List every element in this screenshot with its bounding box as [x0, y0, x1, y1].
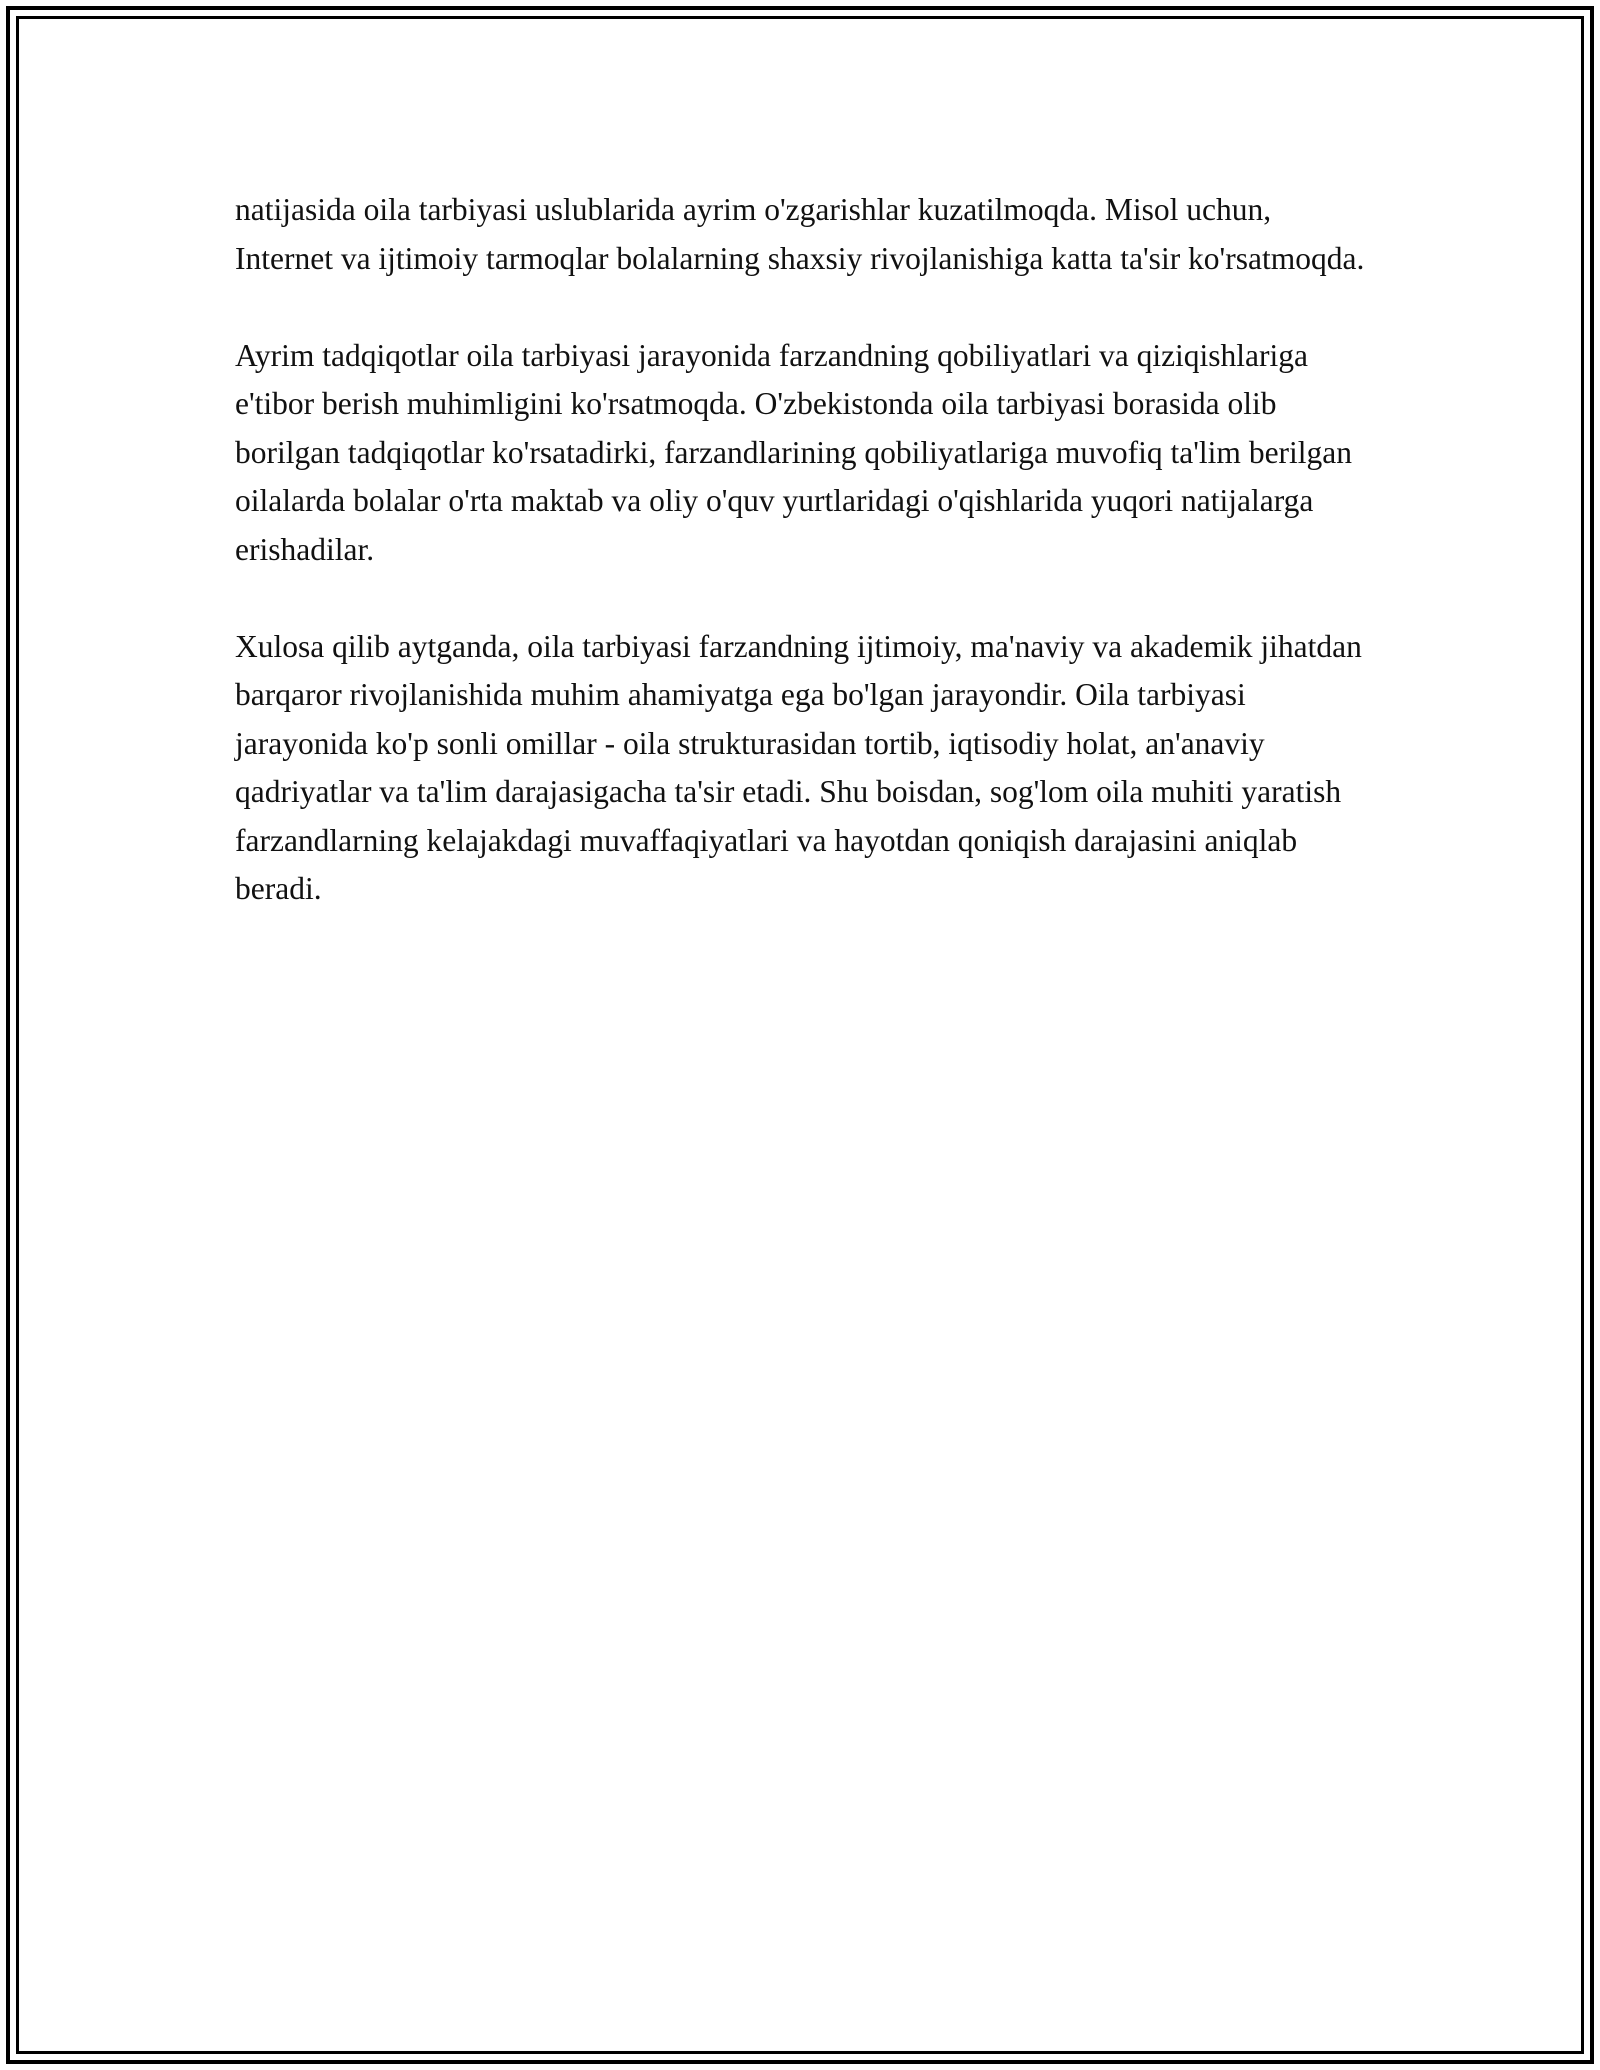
document-body [235, 186, 1365, 962]
paragraph-2: Ayrim tadqiqotlar oila tarbiyasi jarayonida farzandning qobiliyatlari va qiziqishlariga e'tibor berish muhimligini ko'rsatmoqda. O'zbekistonda oila tarbiyasi borasida olib borilgan tadqiqotlar ko'rsatadirki, farzandlarining qobiliyatlariga muvofiq ta'lim berilgan oilalarda bolalar o'rta maktab va oliy o'quv yurtlaridagi o'qishlarida yuqori natijalarga erishadilar. [235, 337, 1353, 567]
paragraph-3: Xulosa qilib aytganda, oila tarbiyasi farzandning ijtimoiy, ma'naviy va akademik jihatdan barqaror rivojlanishida muhim ahamiyatga ega bo'lgan jarayondir. Oila tarbiyasi jarayonida ko'p sonli omillar - oila strukturasidan tortib, iqtisodiy holat, an'anaviy qadriyatlar va ta'lim darajasigacha ta'sir etadi. Shu boisdan, sog'lom oila muhiti yaratish farzandlarning kelajakdagi muvaffaqiyatlari va hayotdan qoniqish darajasini aniqlab beradi. [235, 628, 1362, 906]
paragraph-1: natijasida oila tarbiyasi uslublarida ayrim o'zgarishlar kuzatilmoqda. Misol uchun, Internet va ijtimoiy tarmoqlar bolalarning shaxsiy rivojlanishiga katta ta'sir ko'rsatmoqda. [235, 192, 1365, 276]
